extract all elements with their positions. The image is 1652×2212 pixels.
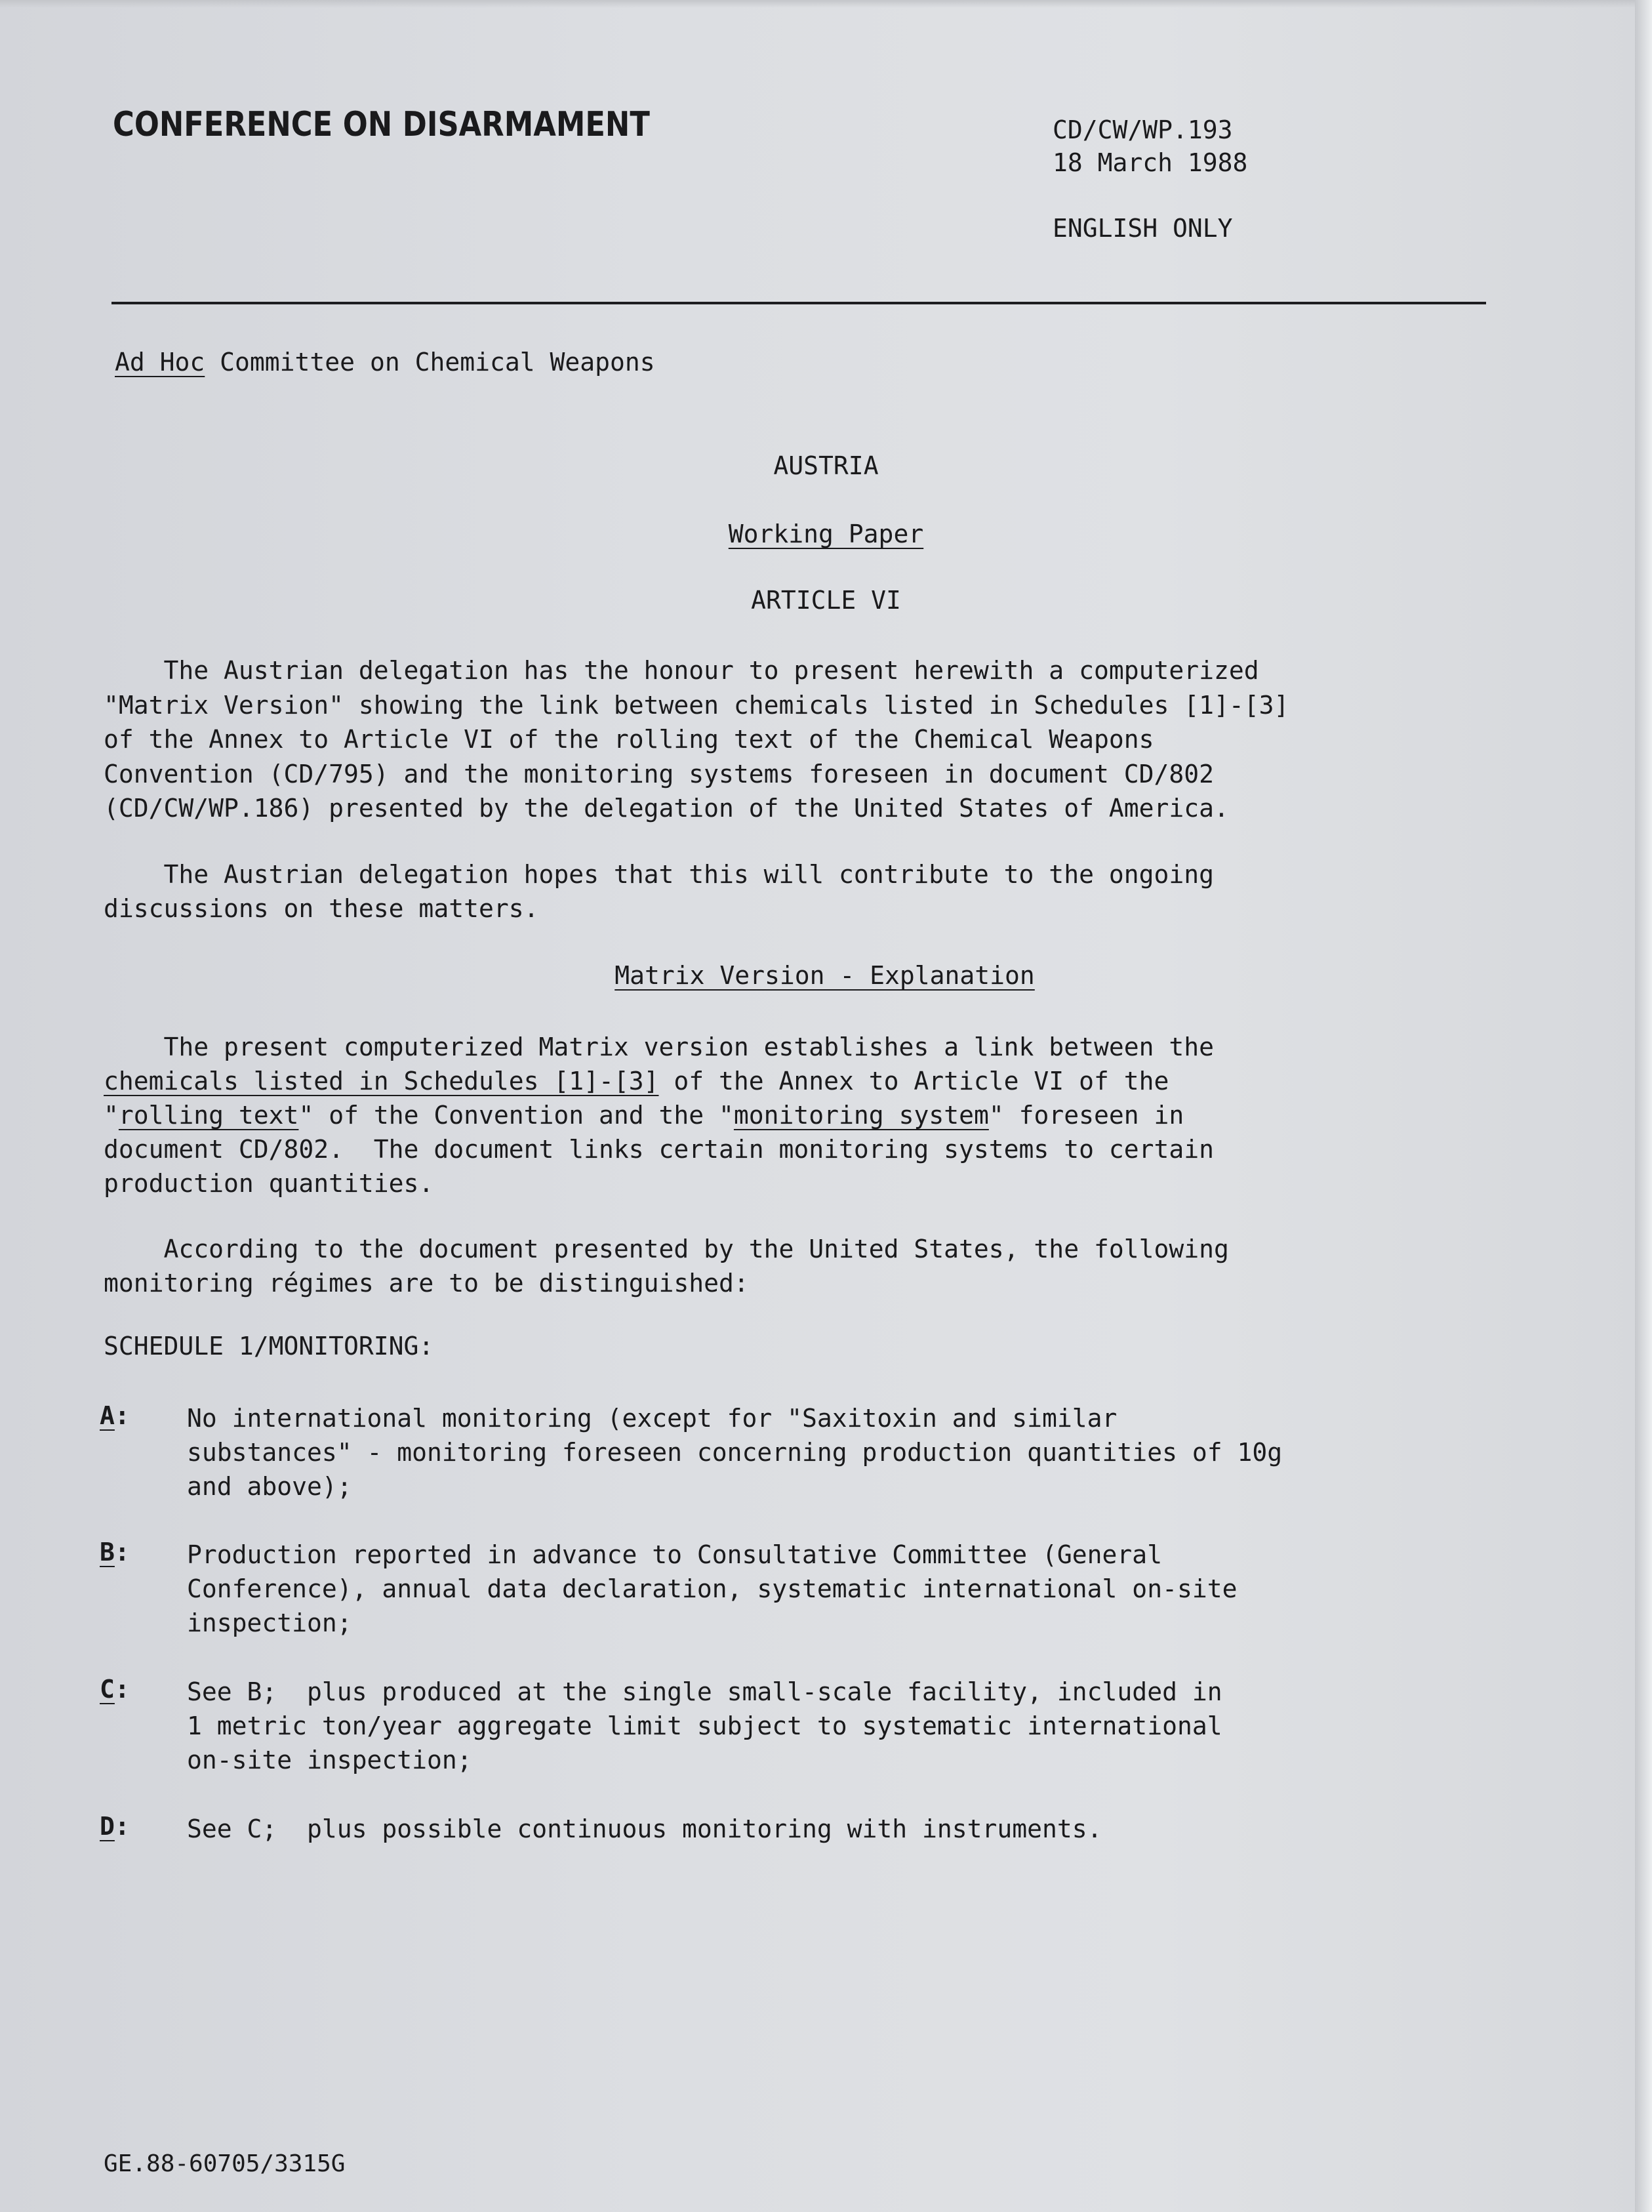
item-letter: C [100, 1675, 115, 1704]
country-text: AUSTRIA [773, 451, 879, 480]
item-line: and above); [187, 1472, 352, 1501]
monitoring-item-b [187, 1538, 1237, 1640]
committee-prefix: Ad Hoc [115, 348, 205, 377]
section-heading-text: Matrix Version - Explanation [614, 961, 1035, 990]
explanation-text: " foreseen in [988, 1101, 1184, 1130]
page-right-edge [1635, 0, 1652, 2212]
country-heading [0, 451, 1652, 480]
intro-paragraph [104, 653, 1474, 826]
intro-line: The Austrian delegation has the honour to present herewith a computerized [104, 656, 1259, 685]
schedules-reference: chemicals listed in Schedules [1]-[3] [104, 1067, 659, 1096]
item-line: Conference), annual data declaration, systematic international on-site [187, 1574, 1238, 1603]
item-letter: D [100, 1812, 115, 1841]
intro-line: "Matrix Version" showing the link between chemicals listed in Schedules [1]-[3] [104, 690, 1289, 720]
item-line: inspection; [187, 1608, 352, 1637]
regimes-line: monitoring régimes are to be distinguished: [104, 1269, 749, 1298]
monitoring-item-c [187, 1675, 1222, 1777]
doc-type-text: Working Paper [728, 520, 924, 548]
item-line: See C; plus possible continuous monitoring with instruments. [187, 1814, 1102, 1843]
item-letter: A [100, 1401, 115, 1430]
explanation-line [104, 1064, 1474, 1098]
regimes-line: According to the document presented by the United States, the following [104, 1235, 1229, 1263]
item-label-c: C: [100, 1675, 130, 1704]
item-line: substances" - monitoring foreseen concerning production quantities of 10g [187, 1438, 1283, 1467]
explanation-text: " [104, 1101, 119, 1130]
monitoring-item-d [187, 1812, 1102, 1846]
doc-type-heading [0, 520, 1652, 548]
item-line: Production reported in advance to Consultative Committee (General [187, 1540, 1163, 1569]
committee-name: Committee on Chemical Weapons [205, 348, 655, 377]
regimes-paragraph [104, 1232, 1474, 1300]
item-line: No international monitoring (except for "Saxitoxin and similar [187, 1404, 1118, 1433]
intro-line: of the Annex to Article VI of the rolling text of the Chemical Weapons [104, 725, 1154, 754]
explanation-text: of the Annex to Article VI of the [658, 1067, 1169, 1096]
explanation-text: " of the Convention and the " [298, 1101, 734, 1130]
item-letter: B [100, 1538, 115, 1567]
item-line: on-site inspection; [187, 1746, 472, 1774]
monitoring-item-a [187, 1401, 1282, 1504]
intro-line: Convention (CD/795) and the monitoring systems foreseen in document CD/802 [104, 759, 1214, 789]
document-date: 18 March 1988 [1053, 148, 1248, 177]
language-note: ENGLISH ONLY [1053, 214, 1233, 243]
hope-line: discussions on these matters. [104, 894, 539, 923]
explanation-line: document CD/802. The document links certain monitoring systems to certain [104, 1135, 1214, 1164]
monitoring-system-reference: monitoring system [733, 1101, 989, 1130]
footer-job-code: GE.88-60705/3315G [104, 2150, 346, 2177]
intro-line: (CD/CW/WP.186) presented by the delegation of the United States of America. [104, 794, 1229, 823]
item-line: 1 metric ton/year aggregate limit subject to systematic international [187, 1711, 1222, 1740]
explanation-line: The present computerized Matrix version establishes a link between the [104, 1033, 1214, 1061]
section-heading [0, 961, 1651, 990]
item-label-b: B: [100, 1538, 130, 1567]
page-top-shadow [0, 0, 1652, 8]
article-text: ARTICLE VI [751, 586, 901, 615]
organization-title: CONFERENCE ON DISARMAMENT [113, 105, 650, 144]
item-label-d: D: [100, 1812, 130, 1841]
committee-line [115, 348, 655, 377]
rolling-text-reference: rolling text [118, 1101, 299, 1130]
hope-paragraph [104, 857, 1474, 926]
header-divider [111, 302, 1486, 304]
schedule-heading: SCHEDULE 1/MONITORING: [104, 1332, 434, 1361]
article-heading [0, 586, 1652, 615]
explanation-line: production quantities. [104, 1169, 434, 1198]
item-line: See B; plus produced at the single small-scale facility, included in [187, 1677, 1222, 1706]
explanation-paragraph [104, 1030, 1474, 1200]
explanation-line [104, 1098, 1474, 1132]
document-symbol: CD/CW/WP.193 [1053, 115, 1233, 144]
hope-line: The Austrian delegation hopes that this will contribute to the ongoing [104, 860, 1214, 889]
item-label-a: A: [100, 1401, 130, 1430]
